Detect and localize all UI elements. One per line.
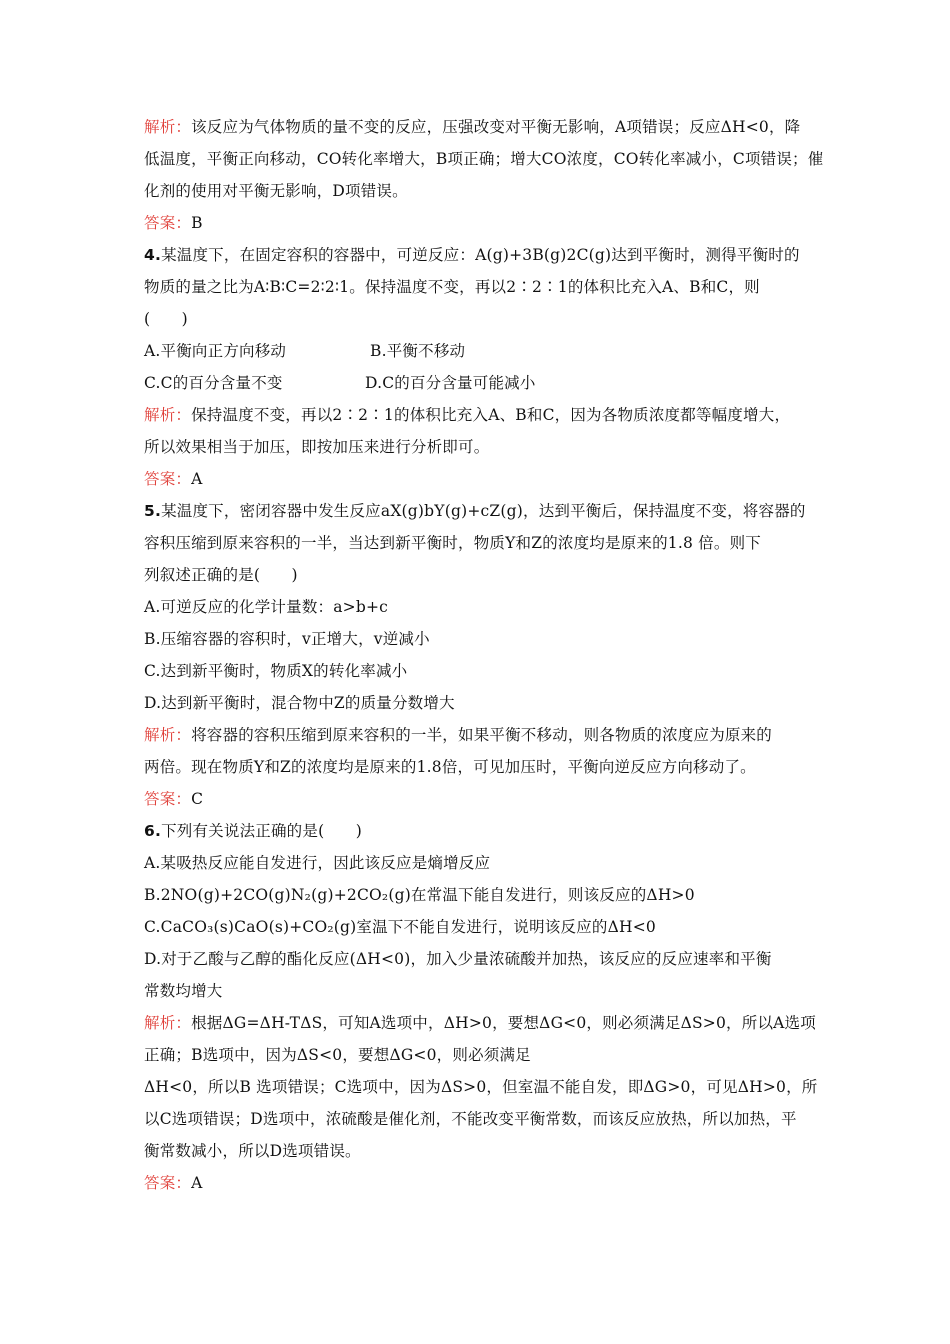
option-a: A.某吸热反应能自发进行，因此该反应是熵增反应 — [144, 854, 491, 872]
text-line: 两倍。现在物质Y和Z的浓度均是原来的1.8倍，可见加压时，平衡向逆反应方向移动了。 — [144, 758, 756, 776]
option-d: D.C的百分含量可能减小 — [365, 374, 536, 392]
explanation-label: 解析： — [144, 726, 192, 744]
question-5-stem — [144, 501, 806, 521]
text-line: ΔH<0，所以B 选项错误；C选项中，因为ΔS>0，但室温不能自发，即ΔG>0，可见ΔH>0，所 — [144, 1078, 818, 1096]
explanation-label: 解析： — [144, 1014, 192, 1032]
answer-value: B — [191, 214, 203, 232]
option-b: B.2NO(g)+2CO(g)N₂(g)+2CO₂(g)在常温下能自发进行，则该反应的ΔH>0 — [144, 886, 695, 904]
option-b: B.压缩容器的容积时，v正增大，v逆减小 — [144, 630, 430, 648]
line-text: 保持温度不变，再以2∶2∶1的体积比充入A、B和C，因为各物质浓度都等幅度增大， — [191, 406, 791, 424]
explanation-label: 解析： — [144, 118, 192, 136]
question-4-stem — [144, 245, 800, 265]
option-a: A.平衡向正方向移动 — [144, 342, 287, 360]
answer-label: 答案： — [144, 790, 192, 808]
line-text: 将容器的容积压缩到原来容积的一半，如果平衡不移动，则各物质的浓度应为原来的 — [191, 726, 773, 744]
explanation-line — [144, 725, 772, 745]
text-line: 衡常数减小，所以D选项错误。 — [144, 1142, 361, 1160]
answer-label: 答案： — [144, 1174, 192, 1192]
option-b: B.平衡不移动 — [370, 342, 466, 360]
text-line: 正确；B选项中，因为ΔS<0，要想ΔG<0，则必须满足 — [144, 1046, 531, 1064]
answer-line — [144, 469, 203, 489]
option-c: C.C的百分含量不变 — [144, 374, 283, 392]
line-text: 某温度下，在固定容积的容器中，可逆反应：A(g)+3B(g)2C(g)达到平衡时，测得平衡时的 — [161, 246, 800, 264]
option-d: D.达到新平衡时，混合物中Z的质量分数增大 — [144, 694, 455, 712]
explanation-line — [144, 405, 790, 425]
text-line: 容积压缩到原来容积的一半，当达到新平衡时，物质Y和Z的浓度均是原来的1.8 倍。则下 — [144, 534, 761, 552]
text-line: 化剂的使用对平衡无影响，D项错误。 — [144, 182, 408, 200]
question-number: 5. — [144, 502, 162, 520]
question-number: 4. — [144, 246, 162, 264]
text-line: 低温度，平衡正向移动，CO转化率增大，B项正确；增大CO浓度，CO转化率减小，C项错误；催 — [144, 150, 824, 168]
option-d: D.对于乙酸与乙醇的酯化反应(ΔH<0)，加入少量浓硫酸并加热，该反应的反应速率和平衡 — [144, 950, 772, 968]
text-line: 物质的量之比为A∶B∶C=2∶2∶1。保持温度不变，再以2∶2∶1的体积比充入A、B和C，则 — [144, 278, 760, 296]
answer-value: C — [191, 790, 204, 808]
text-line: 以C选项错误；D选项中，浓硫酸是催化剂，不能改变平衡常数，而该反应放热，所以加热，平 — [144, 1110, 797, 1128]
explanation-label: 解析： — [144, 406, 192, 424]
option-c: C.达到新平衡时，物质X的转化率减小 — [144, 662, 408, 680]
answer-line — [144, 789, 203, 809]
option-a: A.可逆反应的化学计量数：a>b+c — [144, 598, 389, 616]
question-6-stem — [144, 821, 362, 841]
answer-value: A — [191, 470, 203, 488]
explanation-line — [144, 1013, 816, 1033]
answer-line — [144, 213, 203, 233]
text-line: 列叙述正确的是( ) — [144, 566, 298, 584]
text-line: 所以效果相当于加压，即按加压来进行分析即可。 — [144, 438, 490, 456]
text-line: 常数均增大 — [144, 982, 223, 1000]
explanation-line — [144, 117, 800, 137]
question-number: 6. — [144, 822, 162, 840]
answer-line — [144, 1173, 203, 1193]
line-text: 下列有关说法正确的是( ) — [161, 822, 362, 840]
line-text: 该反应为气体物质的量不变的反应，压强改变对平衡无影响，A项错误；反应ΔH<0，降 — [191, 118, 801, 136]
answer-label: 答案： — [144, 470, 192, 488]
line-text: 某温度下，密闭容器中发生反应aX(g)bY(g)+cZ(g)，达到平衡后，保持温度不变，将容器的 — [161, 502, 806, 520]
answer-value: A — [191, 1174, 203, 1192]
line-text: 根据ΔG=ΔH-TΔS，可知A选项中，ΔH>0，要想ΔG<0，则必须满足ΔS>0，所以A选项 — [191, 1014, 816, 1032]
option-c: C.CaCO₃(s)CaO(s)+CO₂(g)室温下不能自发进行，说明该反应的ΔH<0 — [144, 918, 656, 936]
answer-blank: ( ) — [144, 310, 188, 328]
answer-label: 答案： — [144, 214, 192, 232]
